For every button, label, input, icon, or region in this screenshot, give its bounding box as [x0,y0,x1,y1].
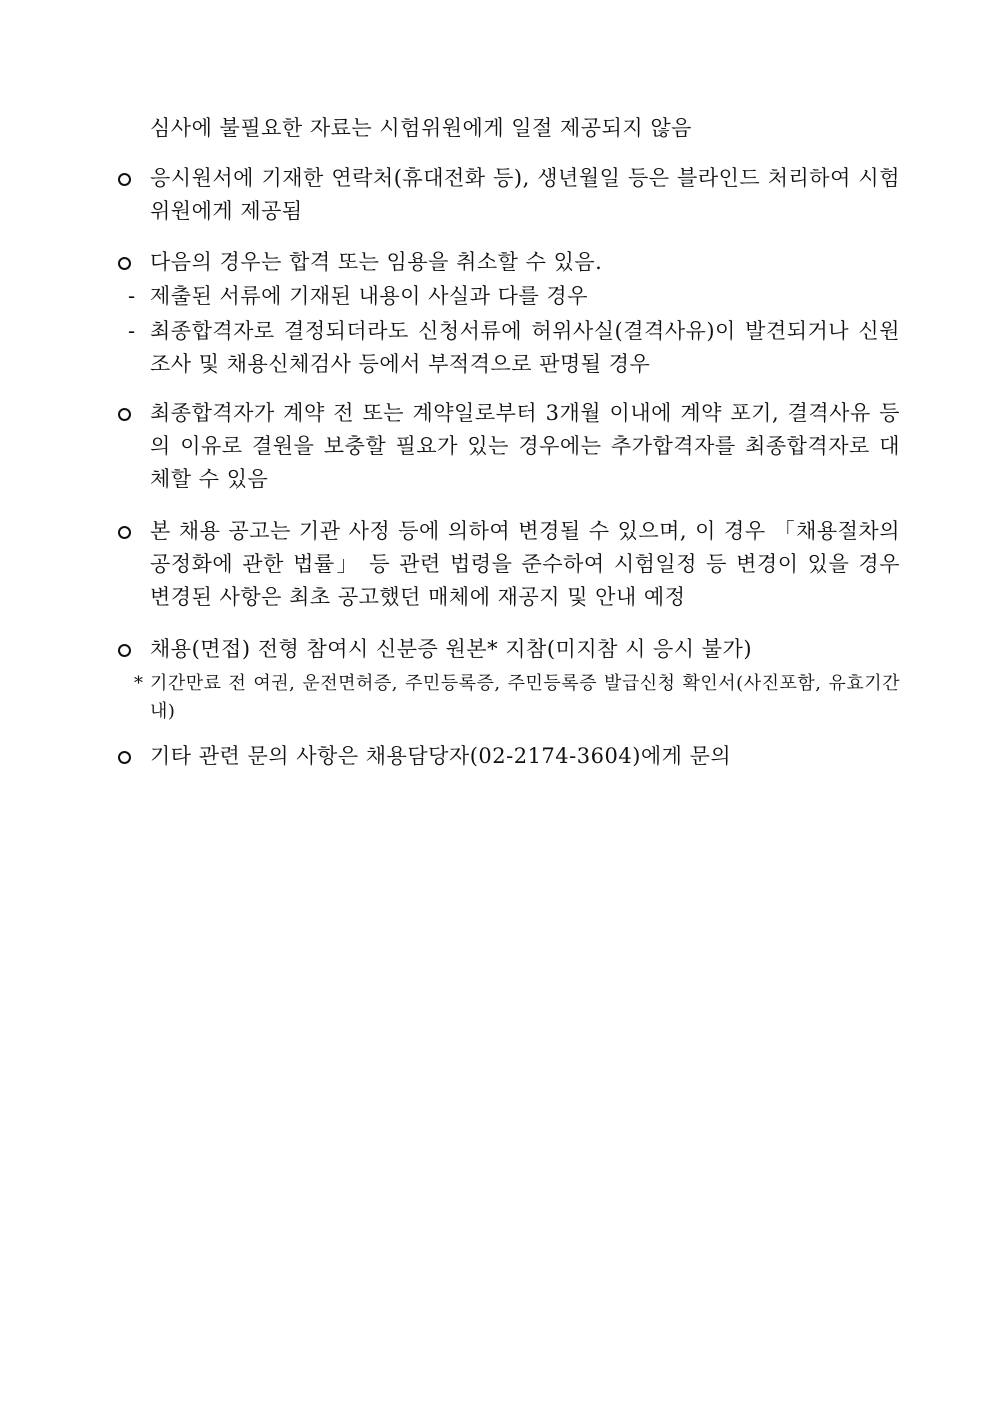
id-footnote [134,670,900,726]
circle-bullet-icon [118,246,144,281]
circle-bullet-icon [118,740,144,775]
circle-bullet-icon [118,397,144,432]
notice-item-text: 응시원서에 기재한 연락처(휴대전화 등), 생년월일 등은 블라인드 처리하여 시험위원에게 제공됨 [150,166,900,223]
circle-bullet-icon [118,162,144,197]
intro-continuation [118,112,900,145]
notice-item-cancel-conditions [118,246,900,279]
notice-item-contact-blind [118,162,900,228]
dash-mark: - [128,319,136,343]
notice-item-contact-inquiry [118,740,900,773]
notice-item-text: 본 채용 공고는 기관 사정 등에 의하여 변경될 수 있으며, 이 경우 「채용절차의 공정화에 관한 법률」 등 관련 법령을 준수하여 시험일정 등 변경이 있을 경우 변경된 사항은 최초 공고했던 매체에 재공지 및 안내 예정 [150,519,900,609]
circle-bullet-icon [118,633,144,668]
intro-continuation-text: 심사에 불필요한 자료는 시험위원에게 일절 제공되지 않음 [150,116,692,140]
asterisk-mark: * [134,673,143,694]
notice-item-text: 다음의 경우는 합격 또는 임용을 취소할 수 있음. [150,250,603,274]
notice-item-text: 채용(면접) 전형 참여시 신분증 원본* 지참(미지참 시 응시 불가) [150,637,753,661]
notice-item-announcement-change [118,515,900,614]
id-footnote-text: 기간만료 전 여권, 운전면허증, 주민등록증, 주민등록증 발급신청 확인서(사진포함, 유효기간 내) [150,673,900,722]
notice-item-text: 기타 관련 문의 사항은 채용담당자(02-2174-3604)에게 문의 [150,744,732,768]
sub-item-disqualification [128,315,900,381]
dash-mark: - [128,284,136,308]
notice-item-additional-pass [118,397,900,496]
circle-bullet-icon [118,515,144,550]
sub-item-false-documents [128,280,900,313]
notice-item-id-required [118,633,900,666]
sub-item-text: 최종합격자로 결정되더라도 신청서류에 허위사실(결격사유)이 발견되거나 신원조사 및 채용신체검사 등에서 부적격으로 판명될 경우 [150,319,900,376]
sub-item-text: 제출된 서류에 기재된 내용이 사실과 다를 경우 [150,284,588,308]
notice-item-text: 최종합격자가 계약 전 또는 계약일로부터 3개월 이내에 계약 포기, 결격사유 등의 이유로 결원을 보충할 필요가 있는 경우에는 추가합격자를 최종합격자로 대체할 수 있음 [150,401,900,491]
